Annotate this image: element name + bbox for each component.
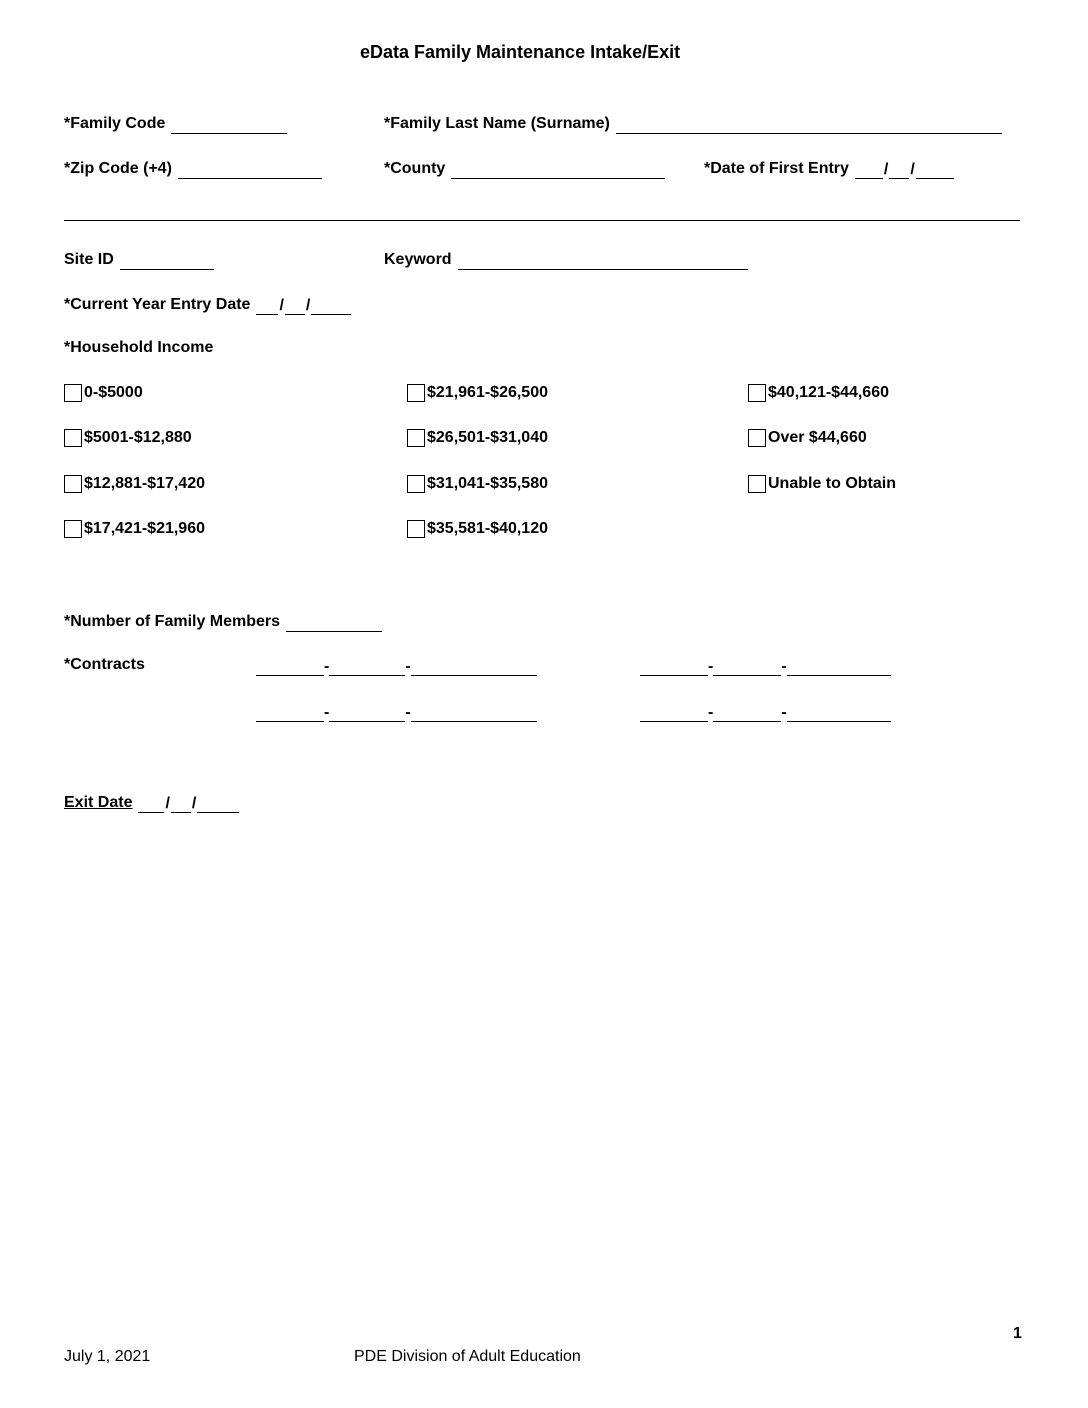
contract-input[interactable]: - - bbox=[256, 656, 537, 676]
contract-input[interactable]: - - bbox=[640, 656, 891, 676]
exit-date-label: Exit Date bbox=[64, 794, 133, 811]
county-field bbox=[384, 157, 665, 179]
income-option-label: $5001-$12,880 bbox=[84, 429, 192, 446]
keyword-input[interactable] bbox=[458, 253, 748, 270]
keyword-field bbox=[384, 248, 748, 270]
zip-code-label: *Zip Code (+4) bbox=[64, 160, 173, 177]
family-last-name-field bbox=[384, 112, 1002, 134]
number-family-members-field bbox=[64, 610, 382, 632]
contracts-label: *Contracts bbox=[64, 656, 145, 673]
page-number: 1 bbox=[1013, 1325, 1022, 1342]
income-option-checkbox[interactable] bbox=[748, 427, 867, 449]
exit-date-input[interactable]: / / bbox=[138, 795, 239, 813]
footer-date: July 1, 2021 bbox=[64, 1348, 151, 1365]
income-option-checkbox[interactable] bbox=[64, 382, 143, 404]
checkbox-box[interactable] bbox=[64, 520, 82, 538]
family-last-name-input[interactable] bbox=[616, 117, 1002, 134]
checkbox-box[interactable] bbox=[748, 475, 766, 493]
income-option-checkbox[interactable] bbox=[407, 518, 548, 540]
income-option-label: $26,501-$31,040 bbox=[427, 429, 548, 446]
current-year-entry-date-input[interactable]: / / bbox=[256, 297, 351, 315]
zip-code-field bbox=[64, 157, 322, 179]
checkbox-box[interactable] bbox=[64, 429, 82, 447]
family-code-label: *Family Code bbox=[64, 115, 166, 132]
income-option-checkbox[interactable] bbox=[748, 382, 889, 404]
income-option-checkbox[interactable] bbox=[64, 427, 192, 449]
income-option-label: $12,881-$17,420 bbox=[84, 475, 205, 492]
household-income-label: *Household Income bbox=[64, 339, 214, 356]
income-option-label: $35,581-$40,120 bbox=[427, 520, 548, 537]
family-code-field bbox=[64, 112, 287, 134]
income-option-label: 0-$5000 bbox=[84, 384, 143, 401]
checkbox-box[interactable] bbox=[407, 384, 425, 402]
current-year-entry-date-label: *Current Year Entry Date bbox=[64, 296, 251, 313]
checkbox-box[interactable] bbox=[64, 475, 82, 493]
income-option-checkbox[interactable] bbox=[748, 473, 896, 495]
income-option-label: $17,421-$21,960 bbox=[84, 520, 205, 537]
site-id-field bbox=[64, 248, 214, 270]
income-option-label: Over $44,660 bbox=[768, 429, 867, 446]
checkbox-box[interactable] bbox=[407, 520, 425, 538]
zip-code-input[interactable] bbox=[178, 162, 322, 179]
checkbox-box[interactable] bbox=[748, 429, 766, 447]
footer-organization: PDE Division of Adult Education bbox=[354, 1348, 581, 1365]
income-option-checkbox[interactable] bbox=[407, 382, 548, 404]
checkbox-box[interactable] bbox=[407, 475, 425, 493]
county-input[interactable] bbox=[451, 162, 665, 179]
number-family-members-input[interactable] bbox=[286, 615, 382, 632]
date-first-entry-field bbox=[704, 157, 954, 179]
number-family-members-label: *Number of Family Members bbox=[64, 613, 281, 630]
family-last-name-label: *Family Last Name (Surname) bbox=[384, 115, 610, 132]
site-id-input[interactable] bbox=[120, 253, 214, 270]
date-first-entry-label: *Date of First Entry bbox=[704, 160, 849, 177]
income-option-label: $40,121-$44,660 bbox=[768, 384, 889, 401]
exit-date-field bbox=[64, 791, 239, 813]
checkbox-box[interactable] bbox=[407, 429, 425, 447]
date-first-entry-input[interactable]: / / bbox=[855, 161, 954, 179]
income-option-checkbox[interactable] bbox=[407, 427, 548, 449]
contract-input[interactable]: - - bbox=[640, 702, 891, 722]
family-code-input[interactable] bbox=[171, 117, 287, 134]
keyword-label: Keyword bbox=[384, 251, 452, 268]
county-label: *County bbox=[384, 160, 446, 177]
income-option-checkbox[interactable] bbox=[64, 473, 205, 495]
current-year-entry-date-field bbox=[64, 293, 351, 315]
income-option-label: $21,961-$26,500 bbox=[427, 384, 548, 401]
income-option-checkbox[interactable] bbox=[64, 518, 205, 540]
contract-input[interactable]: - - bbox=[256, 702, 537, 722]
page-title: eData Family Maintenance Intake/Exit bbox=[360, 42, 681, 62]
income-option-checkbox[interactable] bbox=[407, 473, 548, 495]
site-id-label: Site ID bbox=[64, 251, 114, 268]
checkbox-box[interactable] bbox=[748, 384, 766, 402]
income-option-label: $31,041-$35,580 bbox=[427, 475, 548, 492]
section-divider bbox=[64, 220, 1020, 221]
checkbox-box[interactable] bbox=[64, 384, 82, 402]
income-option-label: Unable to Obtain bbox=[768, 475, 896, 492]
